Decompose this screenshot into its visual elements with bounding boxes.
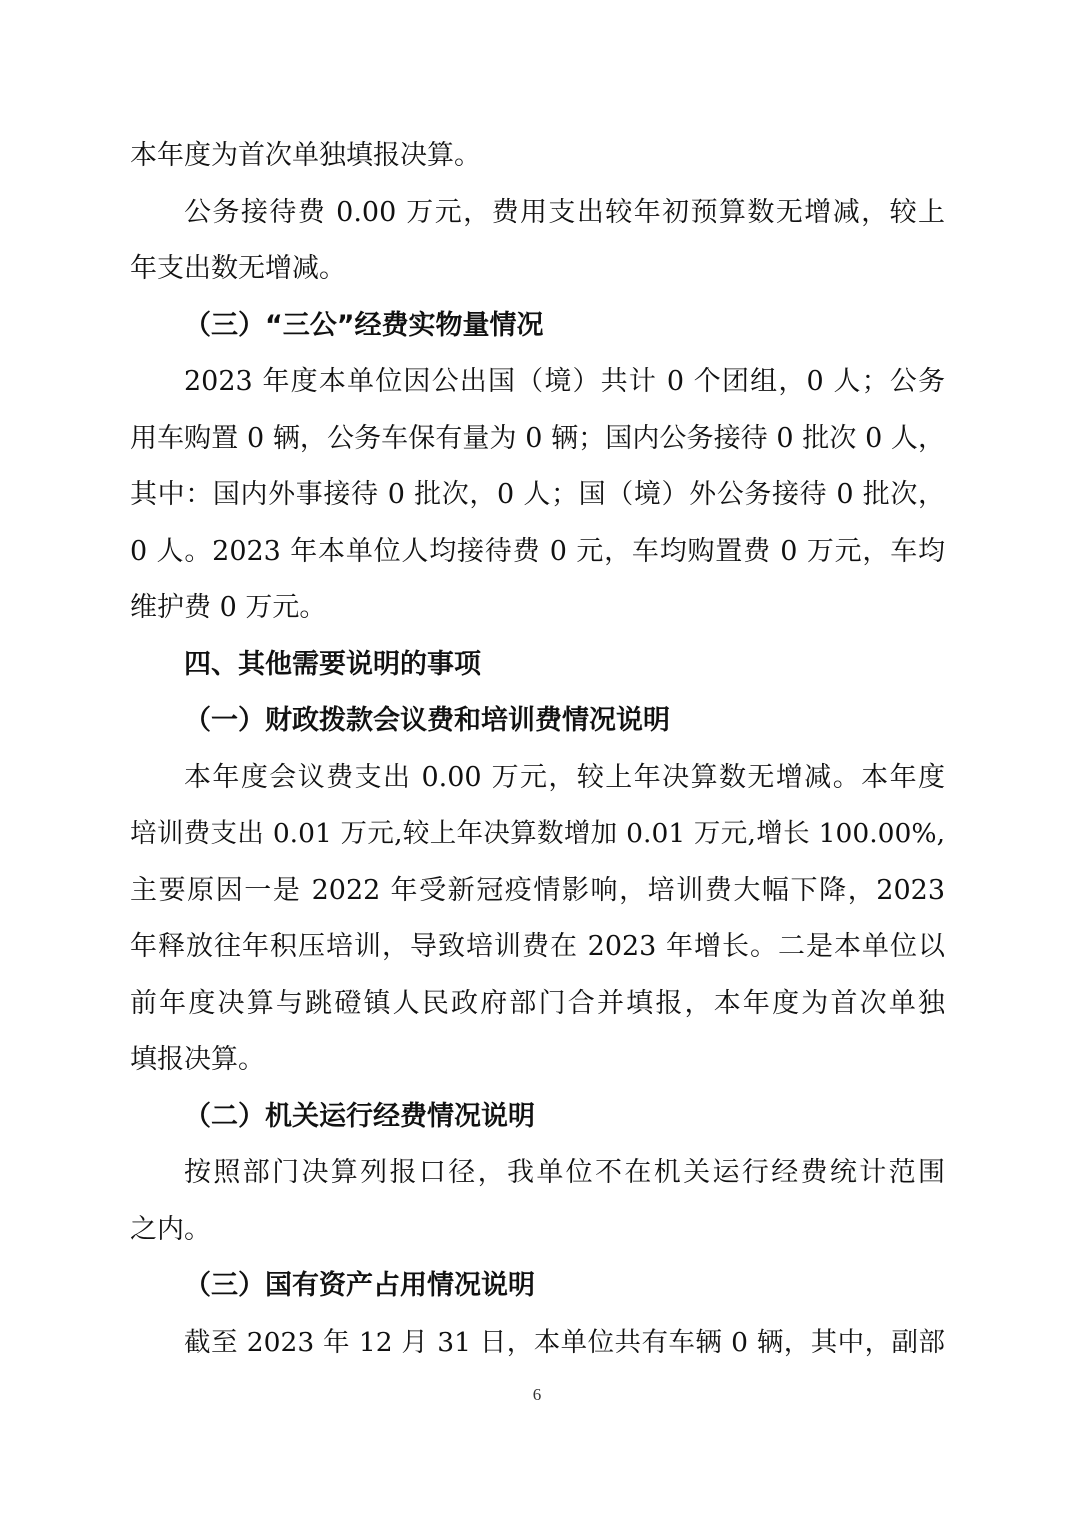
text-line: 前年度决算与跳磴镇人民政府部门合并填报，本年度为首次单独	[130, 987, 945, 1019]
text-line: 用车购置 0 辆，公务车保有量为 0 辆；国内公务接待 0 批次 0 人，	[130, 422, 945, 454]
page-number: 6	[532, 1385, 542, 1404]
text-line: 2023 年度本单位因公出国（境）共计 0 个团组，0 人；公务	[184, 366, 945, 397]
text-line: 之内。	[130, 1213, 211, 1245]
text-line: 按照部门决算列报口径，我单位不在机关运行经费统计范围	[184, 1157, 945, 1188]
text-line: 其中：国内外事接待 0 批次，0 人；国（境）外公务接待 0 批次，	[130, 479, 945, 510]
text-line: 本年度会议费支出 0.00 万元，较上年决算数无增减。本年度	[184, 761, 945, 793]
section-heading: 四、其他需要说明的事项	[184, 648, 481, 680]
text-line: 截至 2023 年 12 月 31 日，本单位共有车辆 0 辆，其中，副部	[184, 1326, 945, 1358]
document-body	[130, 128, 945, 1371]
text-line: 0 人。2023 年本单位人均接待费 0 元，车均购置费 0 万元，车均	[130, 535, 945, 567]
text-line: 填报决算。	[130, 1044, 265, 1075]
text-line: 年释放往年积压培训，导致培训费在 2023 年增长。二是本单位以	[130, 931, 945, 962]
section-heading: （二）机关运行经费情况说明	[184, 1100, 535, 1132]
section-heading: （一）财政拨款会议费和培训费情况说明	[184, 705, 670, 736]
section-heading: （三）“三公”经费实物量情况	[184, 309, 544, 341]
text-line: 主要原因一是 2022 年受新冠疫情影响，培训费大幅下降，2023	[130, 874, 945, 906]
text-line: 维护费 0 万元。	[130, 592, 327, 623]
text-line: 公务接待费 0.00 万元，费用支出较年初预算数无增减，较上	[184, 196, 945, 228]
text-line: 年支出数无增减。	[130, 253, 346, 284]
text-line: 本年度为首次单独填报决算。	[130, 140, 481, 171]
text-line: 培训费支出 0.01 万元,较上年决算数增加 0.01 万元,增长 100.00%,	[130, 818, 945, 849]
section-heading: （三）国有资产占用情况说明	[184, 1270, 535, 1301]
